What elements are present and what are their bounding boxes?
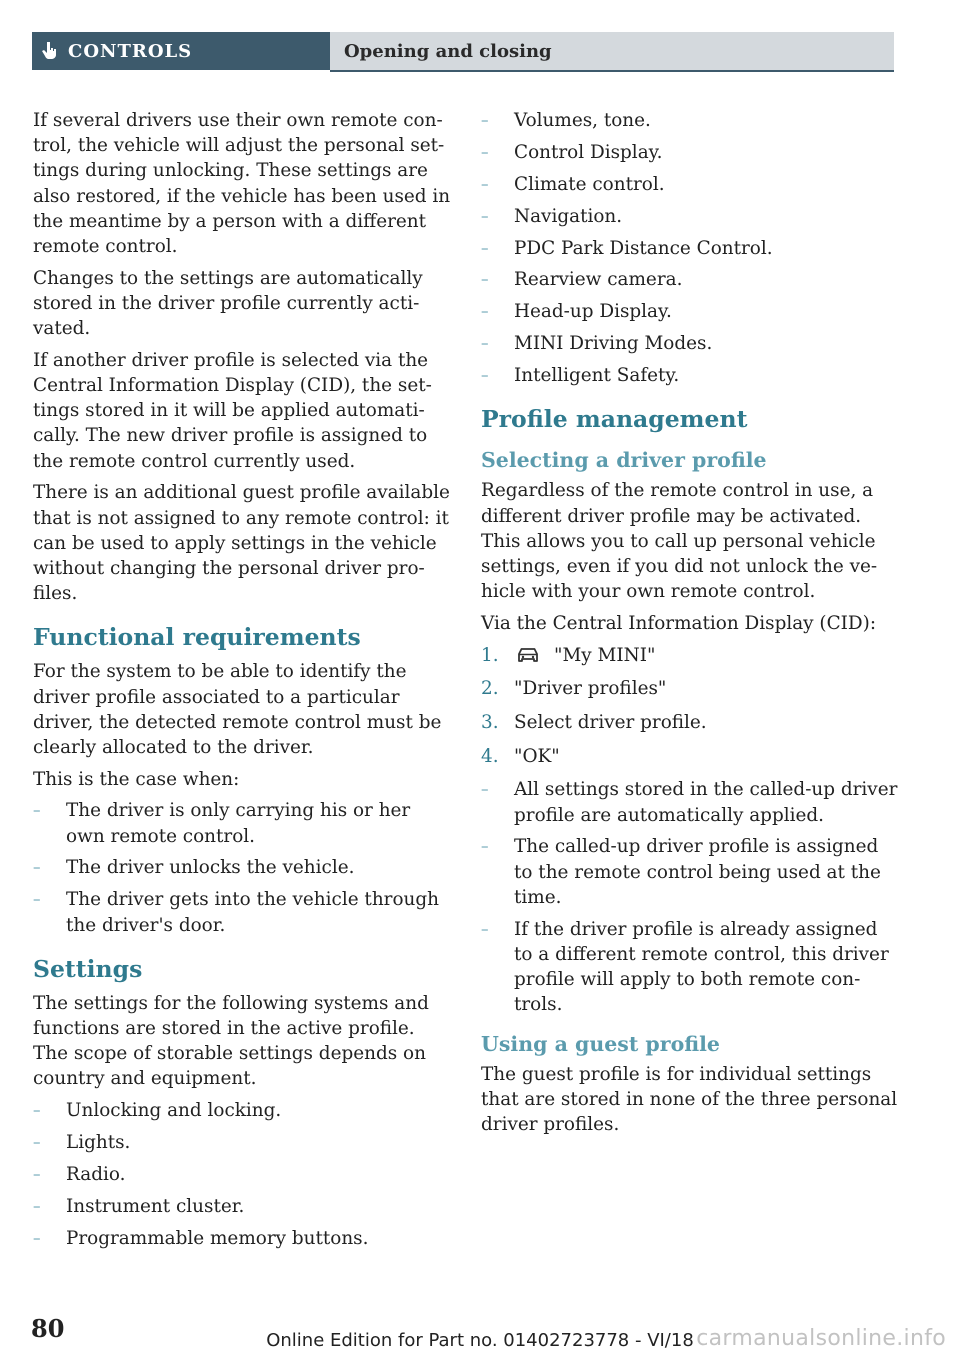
page-number: 80: [31, 1314, 65, 1343]
paragraph: This is the case when:: [33, 768, 240, 790]
edition-footer: Online Edition for Part no. 01402723778 - VI/18: [266, 1330, 694, 1351]
steps-list: [481, 643, 899, 769]
paragraph: Changes to the settings are automatically stored in the driver profile currently acti-vated.: [33, 267, 423, 340]
page-header: [32, 32, 894, 72]
step-item: [481, 676, 899, 701]
list-item: – All settings stored in the called-up driver profile are automatically applied.: [481, 777, 899, 827]
step-number: 2.: [481, 678, 499, 700]
settings-list-continued: [481, 108, 899, 388]
list-item: – Rearview camera.: [481, 267, 899, 292]
list-item: – Unlocking and locking.: [33, 1098, 451, 1123]
hand-pointer-icon: [42, 41, 58, 61]
results-list: [481, 777, 899, 1017]
watermark: carmanualsonline.info: [696, 1326, 946, 1351]
step-number: 3.: [481, 711, 499, 733]
paragraph: If another driver profile is selected via the Central Information Display (CID), the set-tings stored in it will be applied automati-cally. The new driver profile is assigned to the remote control currently used.: [33, 349, 432, 472]
paragraph: For the system to be able to identify the driver profile associated to a particular driver, the detected remote control must be clearly allocated to the driver.: [33, 661, 442, 758]
list-item: – Instrument cluster.: [33, 1194, 451, 1219]
heading-settings: Settings: [33, 954, 143, 983]
step-text: "OK": [514, 745, 560, 767]
section-tab: [32, 32, 330, 70]
step-number: 1.: [481, 644, 499, 666]
right-column: [481, 108, 899, 1144]
chapter-title: Opening and closing: [344, 40, 552, 62]
list-item: – The driver is only carrying his or her own remote control.: [33, 798, 451, 848]
list-item: – Lights.: [33, 1130, 451, 1155]
step-number: 4.: [481, 745, 499, 767]
list-item: – Control Display.: [481, 140, 899, 165]
settings-list: [33, 1098, 451, 1251]
heading-selecting-driver-profile: Selecting a driver profile: [481, 448, 767, 473]
paragraph: If several drivers use their own remote con-trol, the vehicle will adjust the personal set-tings during unlocking. These settings are also restored, if the vehicle has been used in the meantime by a person with a different remote control.: [33, 110, 451, 258]
paragraph: Via the Central Information Display (CID):: [481, 612, 877, 634]
step-text: "My MINI": [554, 644, 656, 666]
list-item: – The driver unlocks the vehicle.: [33, 855, 451, 880]
chapter-bar: [330, 32, 894, 70]
heading-profile-management: Profile management: [481, 405, 748, 434]
heading-functional-requirements: Functional requirements: [33, 623, 361, 652]
list-item: – Programmable memory buttons.: [33, 1226, 451, 1251]
list-item: – If the driver profile is already assigned to a different remote control, this driver profile will apply to both remote con-trols.: [481, 917, 899, 1018]
heading-guest-profile: Using a guest profile: [481, 1031, 720, 1056]
step-item: [481, 744, 899, 769]
list-item: – Intelligent Safety.: [481, 363, 899, 388]
paragraph: Regardless of the remote control in use, a different driver profile may be activated. This allows you to call up personal vehicle settings, even if you did not unlock the ve-hicle with your own remote control.: [481, 480, 878, 603]
paragraph: The guest profile is for individual settings that are stored in none of the three personal driver profiles.: [481, 1063, 898, 1135]
header-rule: [330, 70, 894, 72]
step-item: [481, 710, 899, 735]
step-text: "Driver profiles": [514, 678, 667, 700]
list-item: – Climate control.: [481, 172, 899, 197]
list-item: – PDC Park Distance Control.: [481, 236, 899, 261]
step-item: [481, 643, 899, 668]
list-item: – Navigation.: [481, 204, 899, 229]
section-title: CONTROLS: [68, 40, 193, 62]
list-item: – The called-up driver profile is assigned to the remote control being used at the time.: [481, 834, 899, 910]
list-item: – Radio.: [33, 1162, 451, 1187]
list-item: – The driver gets into the vehicle through the driver's door.: [33, 887, 451, 937]
list-item: – Head-up Display.: [481, 299, 899, 324]
car-icon: [516, 647, 540, 663]
list-item: – MINI Driving Modes.: [481, 331, 899, 356]
paragraph: There is an additional guest profile available that is not assigned to any remote control: it can be used to apply settings in the vehicle without changing the personal driver pro-files.: [33, 482, 450, 605]
list-item: – Volumes, tone.: [481, 108, 899, 133]
left-column: [33, 108, 451, 1258]
step-text: Select driver profile.: [514, 711, 707, 733]
requirements-list: [33, 798, 451, 937]
paragraph: The settings for the following systems and functions are stored in the active profile. The scope of storable settings depends on country and equipment.: [33, 992, 429, 1090]
